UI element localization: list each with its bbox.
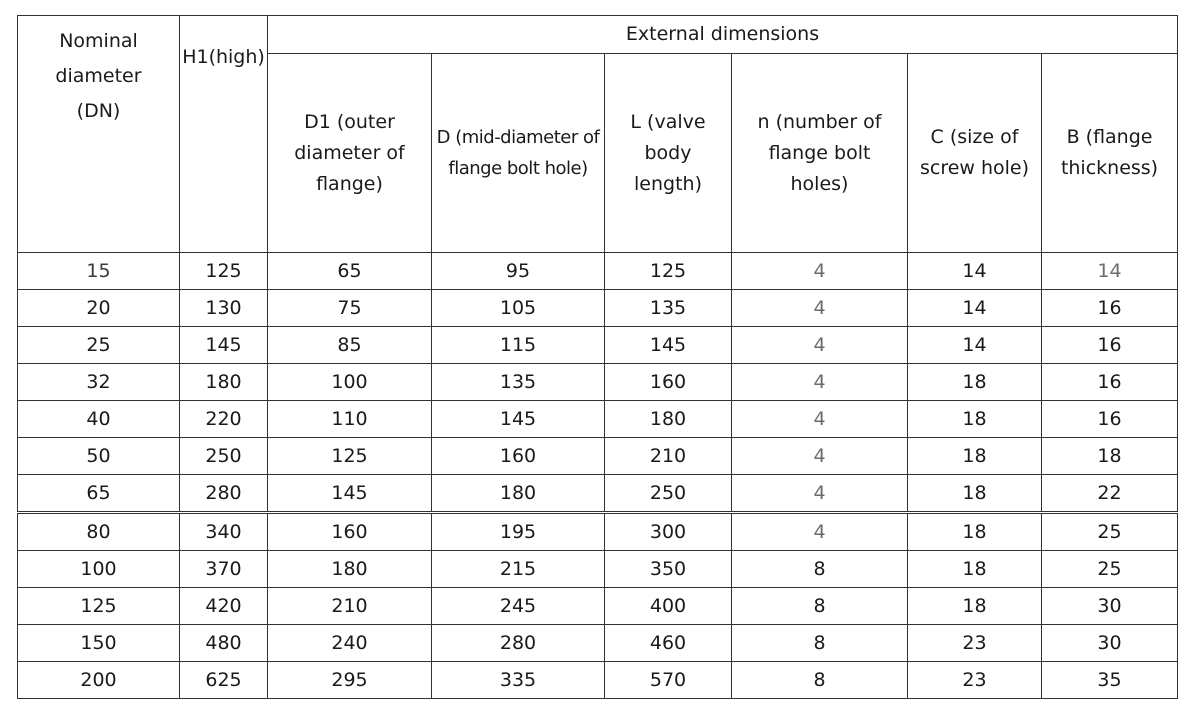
table-row bbox=[18, 401, 1178, 438]
header-c-line: C (size of bbox=[930, 126, 1019, 148]
header-b-line: B (flange bbox=[1066, 126, 1153, 148]
cell-d1: 100 bbox=[268, 364, 432, 401]
cell-d1: 210 bbox=[268, 588, 432, 625]
cell-n: 4 bbox=[732, 327, 908, 364]
header-nominal-diameter bbox=[18, 16, 180, 253]
table-row bbox=[18, 290, 1178, 327]
cell-l: 300 bbox=[605, 513, 732, 551]
header-c bbox=[908, 54, 1042, 253]
cell-d1: 75 bbox=[268, 290, 432, 327]
cell-b: 25 bbox=[1042, 551, 1178, 588]
cell-b: 30 bbox=[1042, 588, 1178, 625]
cell-c: 18 bbox=[908, 588, 1042, 625]
header-l-line: length) bbox=[634, 172, 702, 195]
header-c-line: screw hole) bbox=[919, 157, 1030, 179]
header-h1: H1(high) bbox=[180, 16, 268, 253]
header-dn-line: (DN) bbox=[76, 100, 121, 122]
cell-dn: 100 bbox=[18, 551, 180, 588]
header-l-line: body bbox=[644, 141, 692, 164]
cell-c: 18 bbox=[908, 551, 1042, 588]
cell-h1: 180 bbox=[180, 364, 268, 401]
cell-b: 35 bbox=[1042, 662, 1178, 699]
cell-h1: 250 bbox=[180, 438, 268, 475]
cell-d1: 295 bbox=[268, 662, 432, 699]
header-n bbox=[732, 54, 908, 253]
table-row bbox=[18, 625, 1178, 662]
header-dn-line: diameter bbox=[55, 65, 142, 87]
header-d1-line: flange) bbox=[316, 172, 383, 195]
table-row bbox=[18, 364, 1178, 401]
cell-l: 135 bbox=[605, 290, 732, 327]
cell-l: 145 bbox=[605, 327, 732, 364]
cell-h1: 340 bbox=[180, 513, 268, 551]
cell-h1: 145 bbox=[180, 327, 268, 364]
cell-dn: 50 bbox=[18, 438, 180, 475]
cell-l: 160 bbox=[605, 364, 732, 401]
cell-h1: 125 bbox=[180, 253, 268, 290]
cell-d1: 240 bbox=[268, 625, 432, 662]
cell-d1: 125 bbox=[268, 438, 432, 475]
header-d bbox=[432, 54, 605, 253]
header-d-line: flange bolt hole) bbox=[448, 158, 588, 179]
cell-b: 18 bbox=[1042, 438, 1178, 475]
cell-l: 210 bbox=[605, 438, 732, 475]
cell-l: 180 bbox=[605, 401, 732, 438]
cell-b: 14 bbox=[1042, 253, 1178, 290]
cell-d: 335 bbox=[432, 662, 605, 699]
cell-d1: 180 bbox=[268, 551, 432, 588]
cell-l: 460 bbox=[605, 625, 732, 662]
cell-d: 145 bbox=[432, 401, 605, 438]
cell-dn: 25 bbox=[18, 327, 180, 364]
cell-h1: 625 bbox=[180, 662, 268, 699]
cell-h1: 480 bbox=[180, 625, 268, 662]
table-row bbox=[18, 327, 1178, 364]
cell-l: 350 bbox=[605, 551, 732, 588]
cell-d: 160 bbox=[432, 438, 605, 475]
cell-c: 23 bbox=[908, 625, 1042, 662]
cell-d1: 145 bbox=[268, 475, 432, 513]
table-row bbox=[18, 438, 1178, 475]
cell-h1: 130 bbox=[180, 290, 268, 327]
cell-dn: 32 bbox=[18, 364, 180, 401]
cell-b: 16 bbox=[1042, 364, 1178, 401]
table-row bbox=[18, 475, 1178, 513]
cell-n: 4 bbox=[732, 290, 908, 327]
table-row bbox=[18, 253, 1178, 290]
cell-d1: 110 bbox=[268, 401, 432, 438]
header-l bbox=[605, 54, 732, 253]
cell-dn: 15 bbox=[18, 253, 180, 290]
cell-h1: 420 bbox=[180, 588, 268, 625]
cell-n: 8 bbox=[732, 588, 908, 625]
cell-l: 570 bbox=[605, 662, 732, 699]
cell-l: 400 bbox=[605, 588, 732, 625]
cell-dn: 65 bbox=[18, 475, 180, 513]
header-n-line: holes) bbox=[790, 172, 849, 195]
cell-c: 14 bbox=[908, 253, 1042, 290]
cell-dn: 150 bbox=[18, 625, 180, 662]
cell-n: 8 bbox=[732, 662, 908, 699]
cell-dn: 40 bbox=[18, 401, 180, 438]
cell-n: 8 bbox=[732, 625, 908, 662]
cell-b: 25 bbox=[1042, 513, 1178, 551]
header-d1-line: diameter of bbox=[294, 141, 405, 164]
table-body bbox=[18, 253, 1178, 699]
cell-b: 16 bbox=[1042, 327, 1178, 364]
cell-h1: 370 bbox=[180, 551, 268, 588]
header-n-line: flange bolt bbox=[768, 141, 871, 164]
cell-d1: 160 bbox=[268, 513, 432, 551]
cell-c: 18 bbox=[908, 513, 1042, 551]
cell-dn: 80 bbox=[18, 513, 180, 551]
header-d1 bbox=[268, 54, 432, 253]
header-dn-line: Nominal bbox=[59, 30, 138, 52]
table-row bbox=[18, 588, 1178, 625]
cell-b: 30 bbox=[1042, 625, 1178, 662]
header-external-dimensions: External dimensions bbox=[268, 16, 1178, 54]
cell-c: 14 bbox=[908, 327, 1042, 364]
cell-c: 14 bbox=[908, 290, 1042, 327]
cell-n: 8 bbox=[732, 551, 908, 588]
cell-n: 4 bbox=[732, 364, 908, 401]
cell-d: 195 bbox=[432, 513, 605, 551]
cell-d: 215 bbox=[432, 551, 605, 588]
table-row bbox=[18, 513, 1178, 551]
cell-c: 18 bbox=[908, 438, 1042, 475]
cell-h1: 280 bbox=[180, 475, 268, 513]
cell-d: 280 bbox=[432, 625, 605, 662]
cell-d: 135 bbox=[432, 364, 605, 401]
cell-l: 125 bbox=[605, 253, 732, 290]
cell-b: 16 bbox=[1042, 401, 1178, 438]
cell-d: 95 bbox=[432, 253, 605, 290]
cell-dn: 200 bbox=[18, 662, 180, 699]
cell-d: 105 bbox=[432, 290, 605, 327]
table-row bbox=[18, 662, 1178, 699]
header-d-line: D (mid-diameter of bbox=[436, 127, 600, 148]
cell-c: 18 bbox=[908, 475, 1042, 513]
cell-c: 18 bbox=[908, 364, 1042, 401]
table-row bbox=[18, 551, 1178, 588]
header-d1-line: D1 (outer bbox=[304, 110, 395, 133]
cell-dn: 20 bbox=[18, 290, 180, 327]
header-b-line: thickness) bbox=[1060, 157, 1159, 179]
cell-n: 4 bbox=[732, 438, 908, 475]
flange-dimensions-table bbox=[17, 15, 1178, 699]
cell-n: 4 bbox=[732, 475, 908, 513]
cell-n: 4 bbox=[732, 513, 908, 551]
cell-l: 250 bbox=[605, 475, 732, 513]
cell-c: 23 bbox=[908, 662, 1042, 699]
cell-n: 4 bbox=[732, 401, 908, 438]
cell-b: 22 bbox=[1042, 475, 1178, 513]
cell-d: 115 bbox=[432, 327, 605, 364]
cell-d1: 85 bbox=[268, 327, 432, 364]
cell-d: 180 bbox=[432, 475, 605, 513]
cell-d1: 65 bbox=[268, 253, 432, 290]
cell-n: 4 bbox=[732, 253, 908, 290]
cell-h1: 220 bbox=[180, 401, 268, 438]
header-l-line: L (valve bbox=[630, 110, 706, 133]
header-b bbox=[1042, 54, 1178, 253]
cell-c: 18 bbox=[908, 401, 1042, 438]
cell-dn: 125 bbox=[18, 588, 180, 625]
cell-d: 245 bbox=[432, 588, 605, 625]
cell-b: 16 bbox=[1042, 290, 1178, 327]
header-n-line: n (number of bbox=[757, 110, 882, 133]
